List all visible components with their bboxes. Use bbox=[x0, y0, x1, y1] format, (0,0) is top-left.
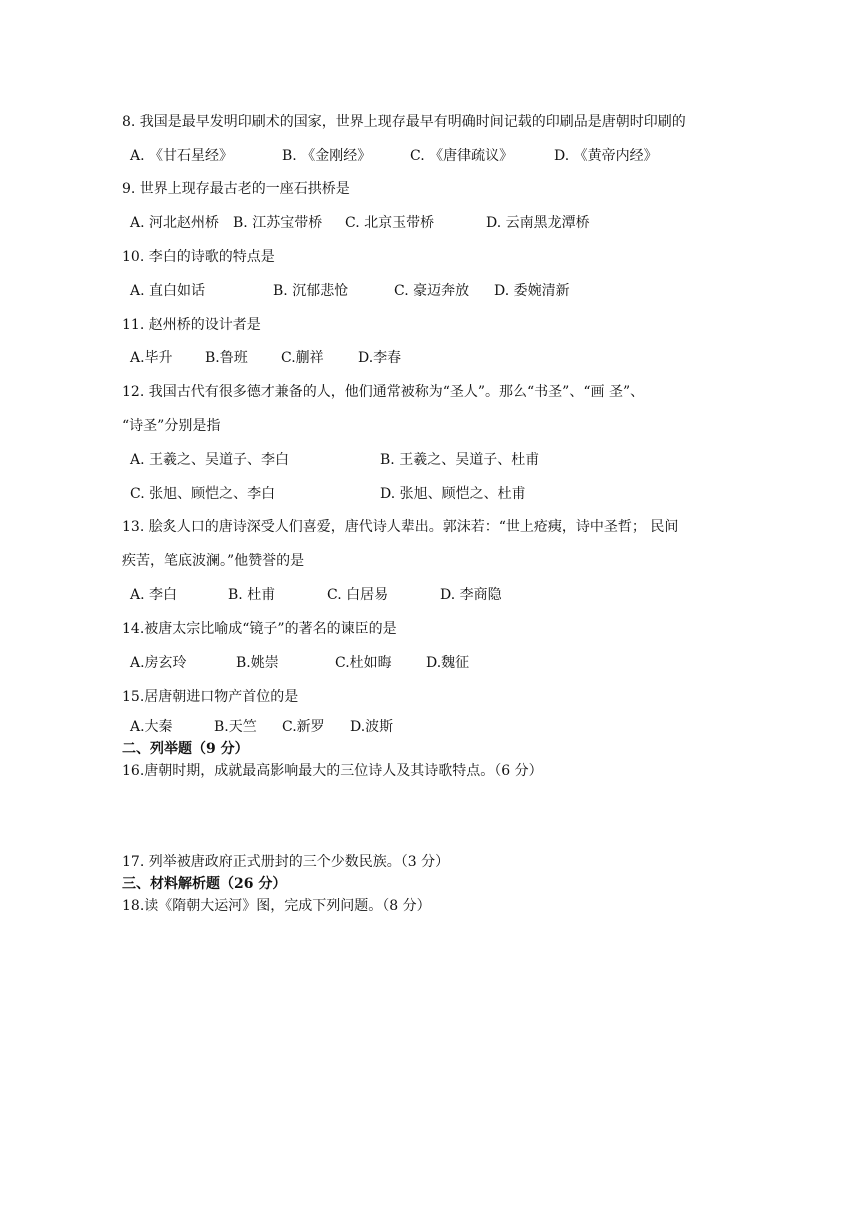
option-b: B. 沉郁悲怆 bbox=[273, 283, 349, 299]
option-d: D. 委婉清新 bbox=[494, 283, 570, 299]
option-a: A.房玄玲 bbox=[130, 655, 187, 671]
option-d: D.魏征 bbox=[426, 655, 470, 671]
option-c: C.新罗 bbox=[282, 719, 325, 735]
option-b: B. 江苏宝带桥 bbox=[233, 215, 323, 231]
section-2-heading: 二、列举题（9 分） bbox=[122, 741, 249, 757]
option-d: D. 《黄帝内经》 bbox=[554, 148, 658, 164]
option-a: A. 李白 bbox=[130, 587, 178, 603]
option-a: A. 《甘石星经》 bbox=[130, 148, 234, 164]
option-a: A.大秦 bbox=[130, 719, 173, 735]
option-c: C. 《唐律疏议》 bbox=[410, 148, 514, 164]
option-c: C. 白居易 bbox=[327, 587, 389, 603]
option-d: D.李春 bbox=[358, 350, 402, 366]
option-c: C.蒯祥 bbox=[281, 350, 324, 366]
option-c: C. 豪迈奔放 bbox=[394, 283, 470, 299]
question-13-stem-line-2: 疾苦，笔底波澜。”他赞誉的是 bbox=[122, 553, 305, 569]
question-12-stem-line-1: 12. 我国古代有很多德才兼备的人，他们通常被称为“圣人”。那么“书圣”、“画 圣”、 bbox=[122, 384, 645, 400]
option-d: D. 李商隐 bbox=[440, 587, 502, 603]
option-c: C. 张旭、顾恺之、李白 bbox=[130, 486, 276, 502]
question-15-stem: 15.居唐朝进口物产首位的是 bbox=[122, 689, 299, 705]
question-11-stem: 11. 赵州桥的设计者是 bbox=[122, 317, 261, 333]
option-b: B.天竺 bbox=[214, 719, 257, 735]
question-13-stem-line-1: 13. 脍炙人口的唐诗深受人们喜爱，唐代诗人辈出。郭沫若：“世上疮痍，诗中圣哲； 民间 bbox=[122, 519, 679, 535]
option-b: B.鲁班 bbox=[205, 350, 248, 366]
option-b: B. 王羲之、吴道子、杜甫 bbox=[380, 452, 540, 468]
option-c: C. 北京玉带桥 bbox=[345, 215, 435, 231]
option-a: A. 直白如话 bbox=[130, 283, 206, 299]
option-b: B. 《金刚经》 bbox=[282, 148, 372, 164]
option-a: A.毕升 bbox=[130, 350, 173, 366]
option-b: B.姚崇 bbox=[236, 655, 279, 671]
question-10-stem: 10. 李白的诗歌的特点是 bbox=[122, 249, 275, 265]
option-d: D. 云南黑龙潭桥 bbox=[486, 215, 590, 231]
question-8-stem: 8. 我国是最早发明印刷术的国家，世界上现存最早有明确时间记载的印刷品是唐朝时印刷的 bbox=[122, 114, 686, 130]
option-d: D. 张旭、顾恺之、杜甫 bbox=[380, 486, 526, 502]
option-d: D.波斯 bbox=[350, 719, 394, 735]
option-c: C.杜如晦 bbox=[335, 655, 392, 671]
question-9-stem: 9. 世界上现存最古老的一座石拱桥是 bbox=[122, 181, 350, 197]
option-b: B. 杜甫 bbox=[228, 587, 276, 603]
option-a: A. 河北赵州桥 bbox=[130, 215, 220, 231]
question-18: 18.读《隋朝大运河》图，完成下列问题。（8 分） bbox=[122, 898, 431, 914]
question-12-stem-line-2: “诗圣”分别是指 bbox=[122, 418, 221, 434]
option-a: A. 王羲之、吴道子、李白 bbox=[130, 452, 290, 468]
section-3-heading: 三、材料解析题（26 分） bbox=[122, 876, 287, 892]
question-16: 16.唐朝时期，成就最高影响最大的三位诗人及其诗歌特点。（6 分） bbox=[122, 763, 543, 779]
question-17: 17. 列举被唐政府正式册封的三个少数民族。（3 分） bbox=[122, 854, 450, 870]
question-14-stem: 14.被唐太宗比喻成“镜子”的著名的谏臣的是 bbox=[122, 621, 397, 637]
